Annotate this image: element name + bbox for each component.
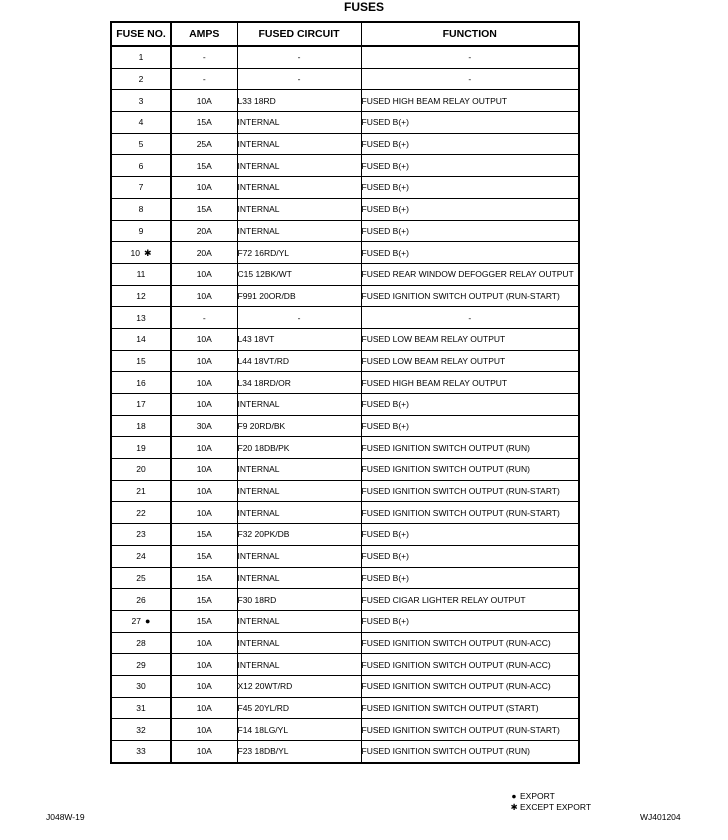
fuse-no-cell — [111, 545, 171, 567]
fuse-no: 24 — [136, 551, 146, 562]
fuse-no-cell — [111, 502, 171, 524]
amps-cell: 15A — [171, 567, 237, 589]
amps-cell: 10A — [171, 632, 237, 654]
fuse-no-cell — [111, 307, 171, 329]
function-cell: FUSED B(+) — [361, 415, 579, 437]
amps-cell: 25A — [171, 133, 237, 155]
fuse-no: 19 — [136, 442, 146, 453]
fused-circuit-cell: L43 18VT — [237, 328, 361, 350]
fuse-no: 12 — [136, 290, 146, 301]
fused-circuit-cell: F9 20RD/BK — [237, 415, 361, 437]
fuse-no-cell — [111, 741, 171, 763]
fuse-no-cell — [111, 697, 171, 719]
fuse-no-cell — [111, 567, 171, 589]
fuse-no: 9 — [138, 225, 144, 236]
fused-circuit-cell: F14 18LG/YL — [237, 719, 361, 741]
function-cell: FUSED IGNITION SWITCH OUTPUT (RUN-START) — [361, 480, 579, 502]
fused-circuit-cell: L34 18RD/OR — [237, 372, 361, 394]
header-fused-circuit: FUSED CIRCUIT — [237, 22, 361, 46]
function-cell: FUSED B(+) — [361, 220, 579, 242]
function-cell: FUSED B(+) — [361, 198, 579, 220]
amps-cell: 15A — [171, 545, 237, 567]
fuse-no-cell — [111, 524, 171, 546]
function-cell: FUSED B(+) — [361, 394, 579, 416]
table-row — [111, 545, 579, 567]
table-row — [111, 263, 579, 285]
legend-item-export — [510, 791, 591, 802]
fuse-no-cell — [111, 372, 171, 394]
function-cell: - — [361, 68, 579, 90]
fused-circuit-cell: INTERNAL — [237, 567, 361, 589]
fused-circuit-cell: L44 18VT/RD — [237, 350, 361, 372]
fuse-no-cell — [111, 437, 171, 459]
function-cell: FUSED IGNITION SWITCH OUTPUT (START) — [361, 697, 579, 719]
fused-circuit-cell: INTERNAL — [237, 654, 361, 676]
table-row — [111, 133, 579, 155]
fuse-no: 5 — [138, 139, 144, 150]
amps-cell: 10A — [171, 675, 237, 697]
function-cell: FUSED CIGAR LIGHTER RELAY OUTPUT — [361, 589, 579, 611]
fused-circuit-cell: INTERNAL — [237, 394, 361, 416]
fuse-no-cell — [111, 112, 171, 134]
amps-cell: 15A — [171, 589, 237, 611]
fused-circuit-cell: INTERNAL — [237, 632, 361, 654]
fuse-no-cell — [111, 654, 171, 676]
table-row — [111, 502, 579, 524]
table-row — [111, 675, 579, 697]
fuse-no: 15 — [136, 355, 146, 366]
amps-cell: 15A — [171, 524, 237, 546]
table-row — [111, 394, 579, 416]
fuse-no: 29 — [136, 659, 146, 670]
fuse-no-cell — [111, 415, 171, 437]
fused-circuit-cell: INTERNAL — [237, 459, 361, 481]
fused-circuit-cell: INTERNAL — [237, 220, 361, 242]
figure-code-left: J048W-19 — [46, 812, 85, 822]
fused-circuit-cell: X12 20WT/RD — [237, 675, 361, 697]
fuse-no: 31 — [136, 702, 146, 713]
fuse-no: 8 — [138, 204, 144, 215]
fuse-no-cell — [111, 719, 171, 741]
legend-item-except-export — [510, 802, 591, 813]
fused-circuit-cell: INTERNAL — [237, 545, 361, 567]
fuse-no-cell — [111, 480, 171, 502]
table-row — [111, 741, 579, 763]
function-cell: FUSED HIGH BEAM RELAY OUTPUT — [361, 90, 579, 112]
fused-circuit-cell: INTERNAL — [237, 502, 361, 524]
fuse-no: 3 — [138, 95, 144, 106]
fuse-no: 27 — [131, 616, 142, 627]
function-cell: FUSED B(+) — [361, 112, 579, 134]
amps-cell: - — [171, 307, 237, 329]
fused-circuit-cell: F30 18RD — [237, 589, 361, 611]
function-cell: FUSED B(+) — [361, 155, 579, 177]
function-cell: FUSED LOW BEAM RELAY OUTPUT — [361, 328, 579, 350]
legend-label: EXCEPT EXPORT — [520, 802, 592, 812]
table-row — [111, 567, 579, 589]
function-cell: FUSED B(+) — [361, 524, 579, 546]
amps-cell: 10A — [171, 502, 237, 524]
fuse-no: 2 — [138, 74, 144, 85]
function-cell: FUSED IGNITION SWITCH OUTPUT (RUN-ACC) — [361, 675, 579, 697]
fuse-no: 20 — [136, 464, 146, 475]
fuse-no-cell — [111, 68, 171, 90]
fuse-no: 21 — [136, 486, 146, 497]
bullet-icon: ● — [511, 791, 517, 801]
fuse-no: 25 — [136, 572, 146, 583]
fuse-no-cell — [111, 220, 171, 242]
table-row — [111, 459, 579, 481]
fused-circuit-cell: INTERNAL — [237, 155, 361, 177]
fuse-no: 17 — [136, 399, 146, 410]
fuse-no-cell — [111, 177, 171, 199]
fused-circuit-cell: INTERNAL — [237, 198, 361, 220]
fused-circuit-cell: F23 18DB/YL — [237, 741, 361, 763]
fuse-table — [110, 21, 580, 764]
fused-circuit-cell: - — [237, 68, 361, 90]
fused-circuit-cell: - — [237, 307, 361, 329]
fused-circuit-cell: F72 16RD/YL — [237, 242, 361, 264]
table-row — [111, 177, 579, 199]
header-function: FUNCTION — [361, 22, 579, 46]
table-row — [111, 68, 579, 90]
fuse-no-cell — [111, 133, 171, 155]
function-cell: - — [361, 307, 579, 329]
table-row — [111, 524, 579, 546]
amps-cell: 10A — [171, 263, 237, 285]
fuse-no: 6 — [138, 160, 144, 171]
amps-cell: 15A — [171, 198, 237, 220]
amps-cell: 10A — [171, 480, 237, 502]
fused-circuit-cell: F45 20YL/RD — [237, 697, 361, 719]
table-row — [111, 220, 579, 242]
fuse-no-cell — [111, 610, 171, 632]
fuse-no-cell — [111, 675, 171, 697]
table-row — [111, 372, 579, 394]
amps-cell: 10A — [171, 328, 237, 350]
amps-cell: 10A — [171, 654, 237, 676]
function-cell: FUSED HIGH BEAM RELAY OUTPUT — [361, 372, 579, 394]
function-cell: FUSED IGNITION SWITCH OUTPUT (RUN-START) — [361, 502, 579, 524]
table-row — [111, 328, 579, 350]
amps-cell: 10A — [171, 459, 237, 481]
fuse-no-cell — [111, 198, 171, 220]
fuse-no: 22 — [136, 507, 146, 518]
fuse-no: 18 — [136, 421, 146, 432]
table-row — [111, 90, 579, 112]
function-cell: - — [361, 46, 579, 68]
table-row — [111, 285, 579, 307]
fused-circuit-cell: C15 12BK/WT — [237, 263, 361, 285]
fused-circuit-cell: F20 18DB/PK — [237, 437, 361, 459]
table-row — [111, 610, 579, 632]
fused-circuit-cell: L33 18RD — [237, 90, 361, 112]
fuse-no: 1 — [138, 52, 144, 63]
table-row — [111, 480, 579, 502]
function-cell: FUSED B(+) — [361, 545, 579, 567]
page-title: FUSES — [343, 0, 384, 14]
amps-cell: 30A — [171, 415, 237, 437]
legend — [510, 791, 591, 813]
asterisk-icon: ✱ — [510, 802, 518, 812]
fuse-no: 4 — [138, 117, 144, 128]
amps-cell: 20A — [171, 242, 237, 264]
fuse-no-cell — [111, 90, 171, 112]
fuse-no: 13 — [136, 312, 146, 323]
amps-cell: 10A — [171, 350, 237, 372]
amps-cell: 10A — [171, 719, 237, 741]
function-cell: FUSED IGNITION SWITCH OUTPUT (RUN-ACC) — [361, 632, 579, 654]
table-header-row — [111, 22, 579, 46]
amps-cell: - — [171, 46, 237, 68]
fused-circuit-cell: INTERNAL — [237, 112, 361, 134]
amps-cell: 10A — [171, 177, 237, 199]
fused-circuit-cell: INTERNAL — [237, 480, 361, 502]
amps-cell: 15A — [171, 610, 237, 632]
table-row — [111, 155, 579, 177]
function-cell: FUSED B(+) — [361, 242, 579, 264]
function-cell: FUSED LOW BEAM RELAY OUTPUT — [361, 350, 579, 372]
amps-cell: 10A — [171, 741, 237, 763]
table-row — [111, 437, 579, 459]
fuse-no-cell — [111, 394, 171, 416]
fused-circuit-cell: INTERNAL — [237, 610, 361, 632]
table-row — [111, 350, 579, 372]
fuse-no: 7 — [138, 182, 144, 193]
fuse-no-cell — [111, 459, 171, 481]
amps-cell: 10A — [171, 90, 237, 112]
amps-cell: 15A — [171, 112, 237, 134]
amps-cell: 10A — [171, 697, 237, 719]
amps-cell: - — [171, 68, 237, 90]
table-row — [111, 632, 579, 654]
table-row — [111, 415, 579, 437]
fused-circuit-cell: INTERNAL — [237, 177, 361, 199]
table-row — [111, 242, 579, 264]
fuse-no-cell — [111, 589, 171, 611]
table-row — [111, 46, 579, 68]
fuse-no-cell — [111, 632, 171, 654]
fuse-no: 28 — [136, 637, 146, 648]
fuse-no: 33 — [136, 746, 146, 757]
fuse-no-cell — [111, 242, 171, 264]
function-cell: FUSED IGNITION SWITCH OUTPUT (RUN) — [361, 437, 579, 459]
amps-cell: 10A — [171, 394, 237, 416]
fuse-no: 11 — [136, 269, 146, 280]
fused-circuit-cell: INTERNAL — [237, 133, 361, 155]
fuse-no: 30 — [136, 681, 146, 692]
function-cell: FUSED IGNITION SWITCH OUTPUT (RUN) — [361, 459, 579, 481]
function-cell: FUSED IGNITION SWITCH OUTPUT (RUN-ACC) — [361, 654, 579, 676]
table-row — [111, 198, 579, 220]
function-cell: FUSED B(+) — [361, 610, 579, 632]
export-bullet-icon: ● — [145, 616, 151, 627]
amps-cell: 10A — [171, 285, 237, 307]
fused-circuit-cell: - — [237, 46, 361, 68]
fused-circuit-cell: F32 20PK/DB — [237, 524, 361, 546]
table-row — [111, 719, 579, 741]
function-cell: FUSED IGNITION SWITCH OUTPUT (RUN) — [361, 741, 579, 763]
fuse-table-body — [111, 46, 579, 763]
fuse-no-cell — [111, 285, 171, 307]
fuse-no-cell — [111, 155, 171, 177]
fused-circuit-cell: F991 20OR/DB — [237, 285, 361, 307]
fuse-no-cell — [111, 46, 171, 68]
fuse-no-cell — [111, 328, 171, 350]
table-row — [111, 654, 579, 676]
amps-cell: 20A — [171, 220, 237, 242]
fuse-no-cell — [111, 350, 171, 372]
table-row — [111, 589, 579, 611]
function-cell: FUSED B(+) — [361, 133, 579, 155]
function-cell: FUSED B(+) — [361, 177, 579, 199]
fuse-no: 16 — [136, 377, 146, 388]
function-cell: FUSED B(+) — [361, 567, 579, 589]
fuse-no: 10 — [130, 247, 140, 258]
header-amps: AMPS — [171, 22, 237, 46]
except-export-asterisk-icon: ✱ — [143, 247, 152, 258]
fuse-no: 32 — [136, 724, 146, 735]
function-cell: FUSED REAR WINDOW DEFOGGER RELAY OUTPUT — [361, 263, 579, 285]
legend-label: EXPORT — [520, 791, 555, 801]
function-cell: FUSED IGNITION SWITCH OUTPUT (RUN-START) — [361, 285, 579, 307]
fuse-no-cell — [111, 263, 171, 285]
function-cell: FUSED IGNITION SWITCH OUTPUT (RUN-START) — [361, 719, 579, 741]
header-fuse-no: FUSE NO. — [111, 22, 171, 46]
fuse-no: 26 — [136, 594, 146, 605]
fuse-no: 14 — [136, 334, 146, 345]
table-row — [111, 112, 579, 134]
fuse-no: 23 — [136, 529, 146, 540]
table-row — [111, 307, 579, 329]
table-row — [111, 697, 579, 719]
amps-cell: 15A — [171, 155, 237, 177]
figure-code-right: WJ401204 — [640, 812, 681, 822]
amps-cell: 10A — [171, 372, 237, 394]
amps-cell: 10A — [171, 437, 237, 459]
